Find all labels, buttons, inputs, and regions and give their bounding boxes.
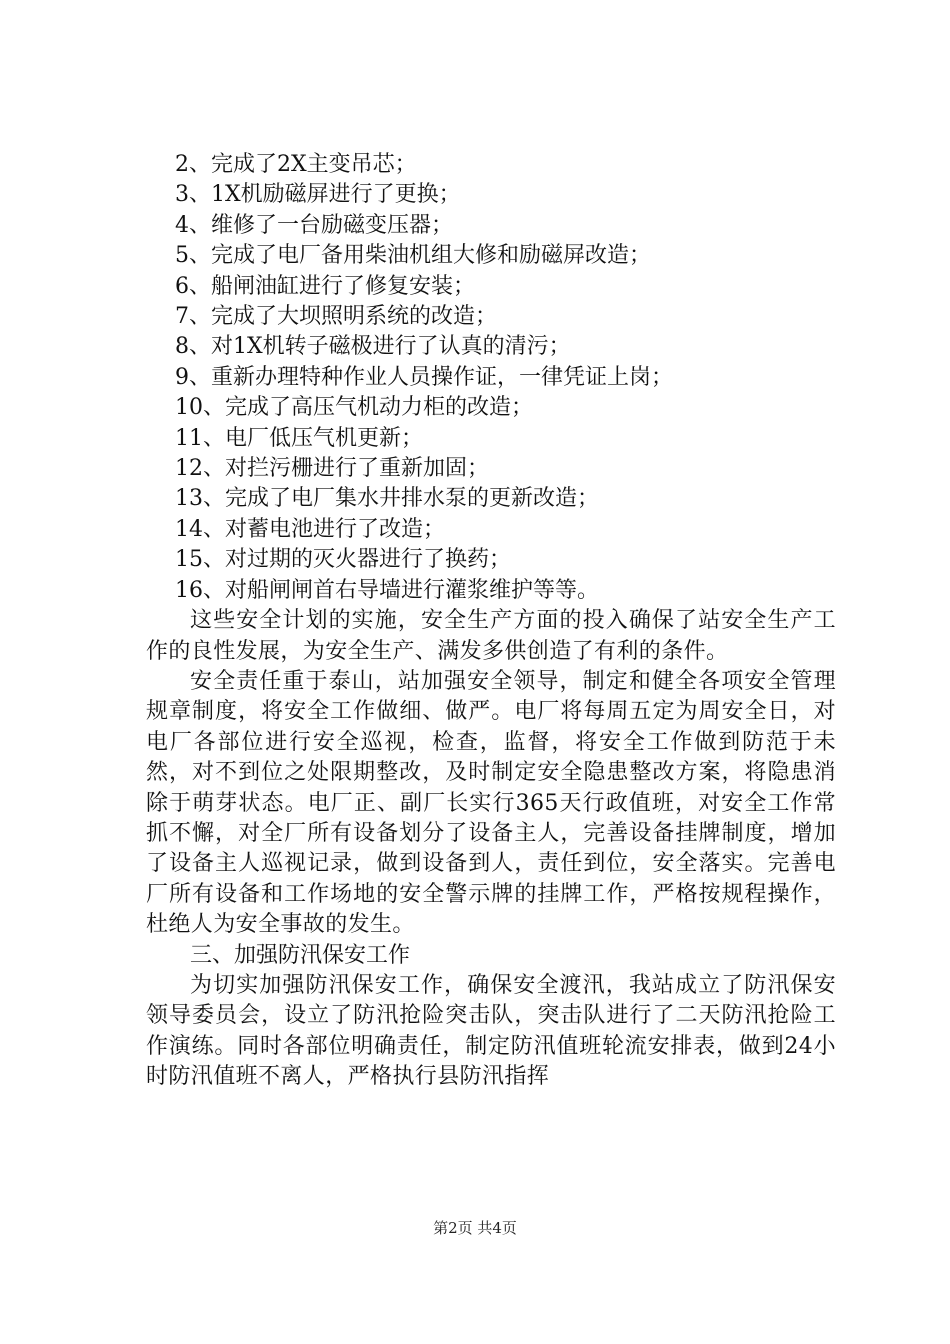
list-item: 9、重新办理特种作业人员操作证，一律凭证上岗； <box>175 364 673 390</box>
list-item: 4、维修了一台励磁变压器； <box>175 212 453 238</box>
list-item: 12、对拦污栅进行了重新加固； <box>175 456 489 482</box>
list-item: 14、对蓄电池进行了改造； <box>175 516 445 542</box>
page-footer: 第2页 共4页 <box>433 1219 517 1237</box>
list-item: 16、对船闸闸首右导墙进行灌浆维护等等。 <box>175 577 599 603</box>
paragraph-safety-investment: 这些安全计划的实施，安全生产方面的投入确保了站安全生产工作的良性发展，为安全生产、满发多供创造了有利的条件。 <box>146 608 836 664</box>
list-item: 2、完成了2X主变吊芯； <box>175 152 417 177</box>
list-item: 11、电厂低压气机更新； <box>175 425 423 451</box>
list-item: 5、完成了电厂备用柴油机组大修和励磁屏改造； <box>175 243 651 269</box>
list-item: 6、船闸油缸进行了修复安装； <box>175 273 475 299</box>
document-body <box>146 150 836 1093</box>
section-heading: 三、加强防汛保安工作 <box>190 942 411 968</box>
list-item: 7、完成了大坝照明系统的改造； <box>175 304 497 330</box>
list-item: 3、1X机励磁屏进行了更换； <box>175 182 461 208</box>
list-item: 13、完成了电厂集水井排水泵的更新改造； <box>175 486 599 512</box>
paragraph-safety-responsibility: 安全责任重于泰山，站加强安全领导，制定和健全各项安全管理规章制度，将安全工作做细、做严。电厂将每周五定为周安全日，对电厂各部位进行安全巡视，检查，监督，将安全工作做到防范于未然，对不到位之处限期整改，及时制定安全隐患整改方案，将隐患消除于萌芽状态。电厂正、副厂长实行365天行政值班，对安全工作常抓不懈，对全厂所有设备划分了设备主人，完善设备挂牌制度，增加了设备主人巡视记录，做到设备到人，责任到位，安全落实。完善电厂所有设备和工作场地的安全警示牌的挂牌工作，严格按规程操作，杜绝人为安全事故的发生。 <box>146 668 836 938</box>
list-item: 8、对1X机转子磁极进行了认真的清污； <box>175 334 571 360</box>
maintenance-list <box>146 150 836 606</box>
paragraph-flood-prevention: 为切实加强防汛保安工作，确保安全渡汛，我站成立了防汛保安领导委员会，设立了防汛抢险突击队，突击队进行了二天防汛抢险工作演练。同时各部位明确责任，制定防汛值班轮流安排表，做到24小时防汛值班不离人，严格执行县防汛指挥 <box>146 972 836 1090</box>
list-item: 15、对过期的灭火器进行了换药； <box>175 547 511 573</box>
list-item: 10、完成了高压气机动力柜的改造； <box>175 395 533 421</box>
